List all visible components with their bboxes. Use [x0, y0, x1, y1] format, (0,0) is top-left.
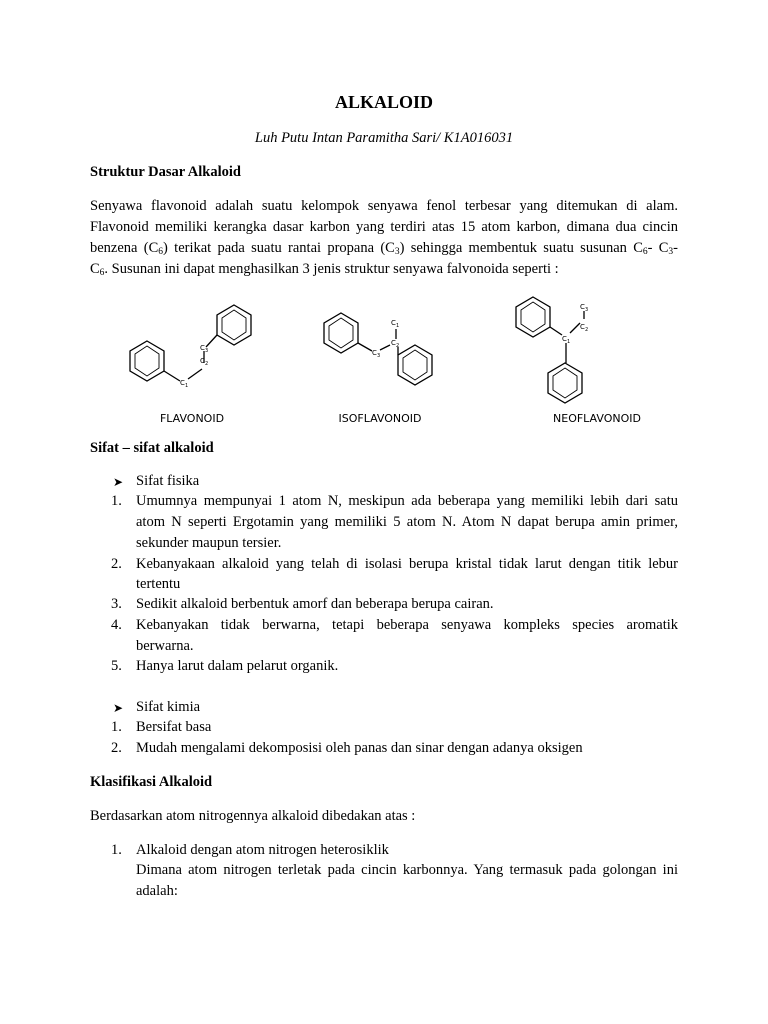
subscript: 6: [99, 268, 105, 278]
document-title: ALKALOID: [334, 92, 433, 112]
list-item-title: Alkaloid dengan atom nitrogen heterosiklik: [136, 842, 389, 858]
text-run: C: [90, 261, 100, 277]
text-run: ) terikat pada suatu rantai propana (C: [163, 240, 395, 256]
list-item-line: tertentu: [136, 576, 181, 592]
list-item-line: atom N seperti Ergotamin yang memiliki 5 atom N. Atom N dapat berupa amin primer,: [136, 514, 678, 530]
list-number: 1.: [111, 493, 122, 509]
paragraph-line-3: [90, 240, 678, 257]
figure-caption-isoflavonoid: ISOFLAVONOID: [338, 412, 422, 425]
paragraph-line: Berdasarkan atom nitrogennya alkaloid dibedakan atas :: [90, 808, 416, 824]
isoflavonoid-structure: [324, 313, 432, 385]
list-number: 4.: [111, 617, 122, 633]
atom-label: 3: [377, 353, 381, 359]
subscript: 3: [394, 247, 400, 257]
atom-label: C: [200, 344, 205, 352]
atom-label: 2: [205, 361, 209, 367]
list-item-line: berwarna.: [136, 638, 194, 654]
figure-caption-flavonoid: FLAVONOID: [159, 412, 225, 425]
atom-label: 3: [205, 348, 209, 354]
atom-label: 1: [396, 323, 400, 329]
flavonoid-structures-figure: [110, 285, 670, 430]
atom-label: C: [200, 357, 205, 365]
paragraph-line-4: [90, 261, 559, 278]
section-heading-sifat: Sifat – sifat alkaloid: [90, 440, 214, 456]
atom-label: 1: [567, 339, 571, 345]
text-run: - C: [647, 240, 669, 256]
paragraph-line: Flavonoid memiliki kerangka dasar karbon yang terdiri atas 15 atom karbon, dimana dua cincin: [90, 219, 678, 235]
author-line: Luh Putu Intan Paramitha Sari/ K1A016031: [254, 130, 514, 146]
neoflavonoid-structure: [516, 297, 584, 403]
text-run: -: [673, 240, 679, 256]
flavonoid-structure: [130, 305, 251, 381]
atom-label: C: [180, 379, 185, 387]
list-number: 3.: [111, 596, 122, 612]
paragraph-line: Senyawa flavonoid adalah suatu kelompok senyawa fenol terbesar yang ditemukan di alam.: [90, 198, 678, 214]
list-number: 1.: [111, 842, 122, 858]
list-item-line: Dimana atom nitrogen terletak pada cincin karbonnya. Yang termasuk pada golongan ini: [136, 862, 678, 878]
atom-label: C: [391, 339, 396, 347]
section-heading-struktur: Struktur Dasar Alkaloid: [90, 164, 241, 180]
section-heading-klasifikasi: Klasifikasi Alkaloid: [90, 774, 213, 790]
list-item-line: Kebanyakaan alkaloid yang telah di isolasi berupa kristal tidak larut dengan titik lebur: [136, 556, 678, 572]
list-number: 5.: [111, 658, 122, 674]
list-number: 1.: [111, 719, 122, 735]
subscript: 6: [158, 247, 164, 257]
text-run: benzena (C: [90, 240, 159, 256]
atom-label: C: [372, 349, 377, 357]
subscript: 3: [668, 247, 674, 257]
atom-label: 2: [396, 343, 400, 349]
subscript: 6: [642, 247, 648, 257]
list-number: 2.: [111, 740, 122, 756]
figure-caption-neoflavonoid: NEOFLAVONOID: [553, 412, 641, 425]
list-item-line: Kebanyakan tidak berwarna, tetapi beberapa senyawa kompleks species aromatik: [136, 617, 678, 633]
atom-label: C: [580, 323, 585, 331]
atom-label: 1: [185, 383, 189, 389]
list-number: 2.: [111, 556, 122, 572]
list-item-line: Umumnya mempunyai 1 atom N, meskipun ada beberapa yang memiliki lebih dari satu: [136, 493, 678, 509]
arrow-bullet-icon: ➤: [113, 475, 124, 489]
list-item-line: Mudah mengalami dekomposisi oleh panas dan sinar dengan adanya oksigen: [136, 740, 583, 756]
list-item-line: Hanya larut dalam pelarut organik.: [136, 658, 339, 674]
atom-label: 2: [585, 327, 589, 333]
atom-label: C: [391, 319, 396, 327]
list-item-line: adalah:: [136, 883, 178, 899]
atom-label: C: [580, 303, 585, 311]
subheading-sifat-fisika: Sifat fisika: [136, 473, 200, 489]
list-item-line: sekunder maupun tersier.: [136, 535, 282, 551]
list-item-line: Bersifat basa: [136, 719, 212, 735]
text-run: . Susunan ini dapat menghasilkan 3 jenis struktur senyawa falvonoida seperti :: [104, 261, 559, 277]
subheading-sifat-kimia: Sifat kimia: [136, 699, 201, 715]
list-item-line: Sedikit alkaloid berbentuk amorf dan beberapa berupa cairan.: [136, 596, 494, 612]
text-run: ) sehingga membentuk suatu susunan C: [399, 240, 643, 256]
atom-label: C: [562, 335, 567, 343]
atom-label: 3: [585, 307, 589, 313]
arrow-bullet-icon: ➤: [113, 701, 124, 715]
